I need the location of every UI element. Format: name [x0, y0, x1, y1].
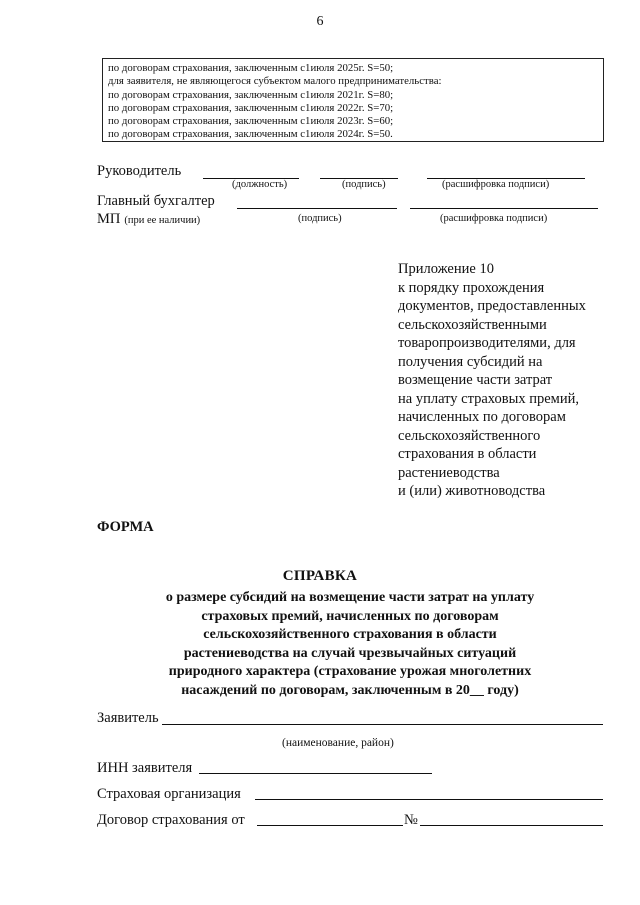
- appendix-reference: [398, 260, 618, 501]
- decoding-caption: (расшифровка подписи): [442, 179, 550, 190]
- appendix-line: сельскохозяйственными: [398, 316, 547, 333]
- document-subtitle: [120, 589, 580, 700]
- appendix-line: и (или) животноводства: [398, 483, 546, 499]
- notice-line: для заявителя, не являющегося субъектом малого предпринимательства:: [108, 75, 442, 88]
- appendix-line: к порядку прохождения: [398, 279, 545, 296]
- number-label: №: [404, 812, 418, 828]
- document-title: СПРАВКА: [282, 568, 358, 584]
- contract-date-line[interactable]: [257, 825, 403, 826]
- subtitle-line: природного характера (страхование урожая многолетних: [168, 664, 532, 679]
- appendix-line: страхования в области: [398, 446, 537, 462]
- signature-caption: (подпись): [342, 179, 386, 190]
- notice-line: по договорам страхования, заключенным с1июля 2023г. S=60;: [108, 115, 394, 128]
- applicant-input-line[interactable]: [162, 724, 603, 725]
- accountant-label: Главный бухгалтер: [97, 193, 215, 209]
- signature-caption-2: (подпись): [298, 213, 342, 224]
- form-label: ФОРМА: [97, 519, 154, 535]
- appendix-line: документов, предоставленных: [398, 298, 586, 314]
- appendix-line: растениеводства: [398, 464, 500, 481]
- inn-input-line[interactable]: [199, 773, 432, 774]
- subtitle-line: сельскохозяйственного страхования в области: [203, 627, 497, 642]
- mp-block: [97, 210, 200, 228]
- notice-line: по договорам страхования, заключенным с1июля 2024г. S=50.: [108, 128, 393, 141]
- contract-label: Договор страхования от: [97, 812, 245, 828]
- page-number: 6: [316, 14, 324, 29]
- appendix-line: на уплату страховых премий,: [398, 390, 579, 407]
- appendix-line: Приложение 10: [398, 261, 494, 277]
- notice-line: по договорам страхования, заключенным с1июля 2021г. S=80;: [108, 88, 394, 101]
- decoding-caption-2: (расшифровка подписи): [440, 213, 548, 224]
- notice-box: [102, 58, 604, 142]
- subtitle-line: насаждений по договорам, заключенным в 20__ году): [181, 682, 519, 698]
- applicant-caption: (наименование, район): [282, 737, 394, 749]
- appendix-line: сельскохозяйственного: [398, 427, 541, 444]
- contract-number-line[interactable]: [420, 825, 603, 826]
- subtitle-line: о размере субсидий на возмещение части затрат на уплату: [165, 590, 535, 605]
- accountant-signature-line: [237, 208, 397, 209]
- applicant-label: Заявитель: [97, 710, 159, 726]
- head-label: Руководитель: [97, 163, 182, 179]
- appendix-line: товаропроизводителями, для: [398, 335, 576, 351]
- inn-label: ИНН заявителя: [97, 760, 193, 776]
- appendix-line: возмещение части затрат: [398, 372, 553, 388]
- accountant-decoding-line: [410, 208, 598, 209]
- notice-line: по договорам страхования, заключенным с1июля 2025г. S=50;: [108, 62, 394, 74]
- insurer-label: Страховая организация: [97, 786, 241, 802]
- subtitle-line: страховых премий, начисленных по договорам: [201, 608, 499, 624]
- appendix-line: получения субсидий на: [398, 353, 543, 370]
- appendix-line: начисленных по договорам: [398, 409, 566, 425]
- position-caption: (должность): [232, 179, 288, 190]
- subtitle-line: растениеводства на случай чрезвычайных ситуаций: [183, 645, 517, 661]
- insurer-input-line[interactable]: [255, 799, 603, 800]
- mp-note: (при ее наличии): [124, 215, 201, 226]
- notice-line: по договорам страхования, заключенным с1июля 2022г. S=70;: [108, 101, 394, 114]
- mp-label: МП: [97, 211, 121, 227]
